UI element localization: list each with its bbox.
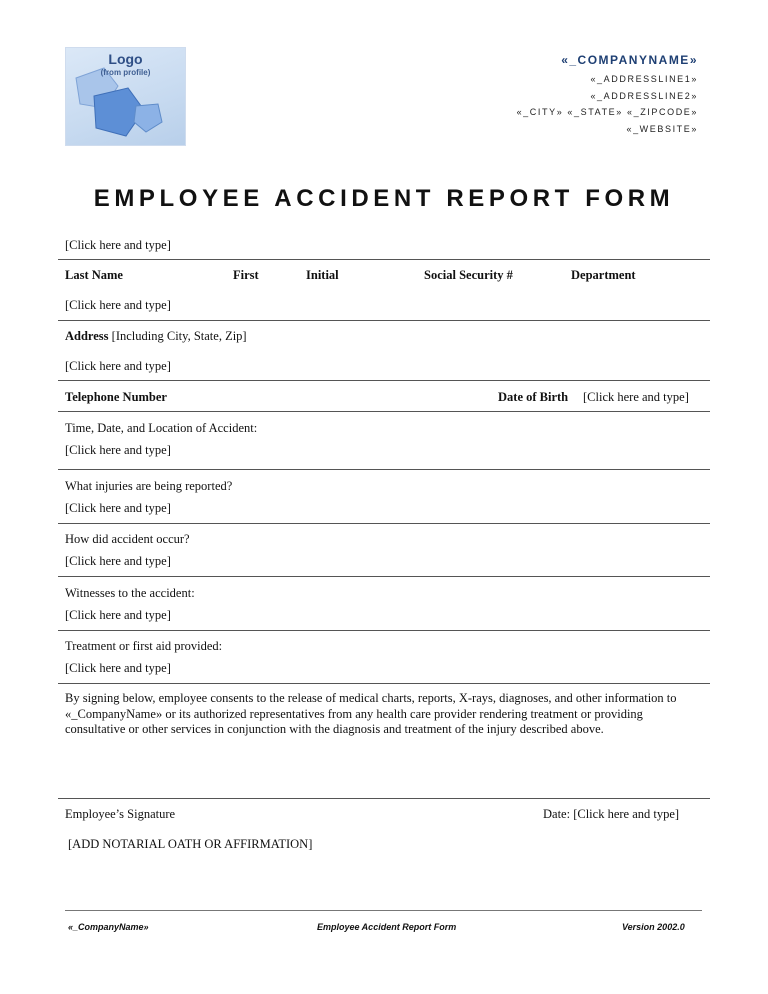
footer-company: «_CompanyName»: [68, 922, 149, 932]
page-title: EMPLOYEE ACCIDENT REPORT FORM: [93, 185, 675, 212]
address-line-1: «_ADDRESSLINE1»: [590, 74, 698, 84]
city-state-zip: «_CITY» «_STATE» «_ZIPCODE»: [516, 107, 698, 117]
company-name: «_COMPANYNAME»: [561, 53, 698, 67]
injuries-field[interactable]: [Click here and type]: [65, 501, 171, 515]
address-note: [Including City, State, Zip]: [111, 329, 247, 343]
divider: [58, 380, 710, 381]
divider: [58, 469, 710, 470]
signature-date-field[interactable]: Date: [Click here and type]: [543, 807, 680, 821]
treatment-field[interactable]: [Click here and type]: [65, 661, 171, 675]
footer-divider: [65, 910, 702, 911]
ssn-label: Social Security #: [424, 268, 513, 282]
question-accident-location: Time, Date, and Location of Accident:: [65, 421, 258, 435]
question-how-occurred: How did accident occur?: [65, 532, 190, 546]
consent-statement: By signing below, employee consents to the release of medical charts, reports, X-rays, diagnoses, and other information to «_CompanyName» or its authorized representatives from any health care provider rendering treatment or providing consultative or other services in conjunction with the diagnosis and treatment of the injury described above.: [65, 691, 677, 736]
first-name-label: First: [233, 268, 259, 282]
footer-form-name: Employee Accident Report Form: [317, 922, 457, 932]
question-injuries: What injuries are being reported?: [65, 479, 233, 493]
company-info: [517, 53, 698, 137]
divider: [58, 411, 710, 412]
last-name-label: Last Name: [65, 268, 123, 282]
address-label-row: [65, 329, 247, 344]
divider: [58, 523, 710, 524]
logo-subtitle: (from profile): [100, 68, 151, 77]
divider: [58, 320, 710, 321]
telephone-field[interactable]: [Click here and type]: [65, 359, 171, 373]
divider: [58, 576, 710, 577]
logo-title: Logo: [108, 51, 143, 67]
company-website: «_WEBSITE»: [626, 123, 698, 134]
employee-signature-label: Employee’s Signature: [65, 807, 176, 821]
accident-location-field[interactable]: [Click here and type]: [65, 443, 171, 457]
divider: [58, 630, 710, 631]
witnesses-field[interactable]: [Click here and type]: [65, 608, 171, 622]
dob-label: Date of Birth: [498, 390, 569, 404]
address-line-2: «_ADDRESSLINE2»: [590, 90, 698, 101]
department-label: Department: [571, 268, 636, 282]
divider: [58, 259, 710, 260]
dob-field[interactable]: [Click here and type]: [583, 390, 689, 404]
how-occurred-field[interactable]: [Click here and type]: [65, 554, 171, 568]
telephone-label: Telephone Number: [65, 390, 167, 404]
address-field[interactable]: [Click here and type]: [65, 298, 171, 312]
divider: [58, 683, 710, 684]
question-witnesses: Witnesses to the accident:: [65, 586, 195, 600]
question-treatment: Treatment or first aid provided:: [65, 639, 223, 653]
signature-line: [58, 798, 710, 799]
initial-label: Initial: [306, 268, 339, 282]
name-field[interactable]: [Click here and type]: [65, 238, 171, 252]
notarial-oath: [ADD NOTARIAL OATH OR AFFIRMATION]: [68, 837, 313, 851]
address-label: Address: [65, 329, 109, 343]
footer-version: Version 2002.0: [622, 922, 685, 932]
company-logo: [65, 47, 186, 146]
